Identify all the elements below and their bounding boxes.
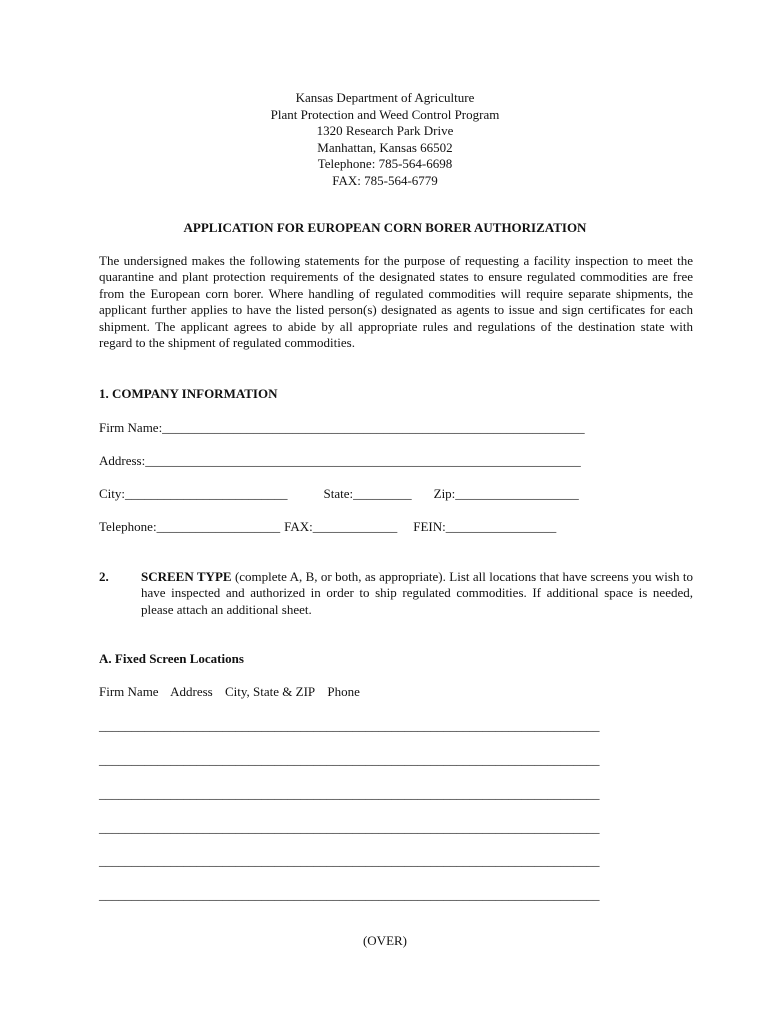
city-state-zip-row: [99, 486, 579, 502]
over-note: (OVER): [362, 933, 408, 948]
program-name: Plant Protection and Weed Control Program: [270, 106, 500, 122]
fax: FAX: 785-564-6779: [332, 172, 438, 188]
location-entry-line[interactable]: _____________________________________________________________________________: [99, 786, 600, 801]
location-entry-line[interactable]: _____________________________________________________________________________: [99, 820, 600, 835]
fein-field[interactable]: FEIN:_________________: [413, 519, 557, 534]
location-entry-line[interactable]: _____________________________________________________________________________: [99, 752, 600, 767]
col-firm-name: Firm Name: [99, 684, 159, 699]
city-field[interactable]: City:_________________________: [99, 486, 288, 501]
section-1-heading: 1. COMPANY INFORMATION: [99, 386, 278, 401]
agency-name: Kansas Department of Agriculture: [295, 90, 475, 105]
section-2-heading: SCREEN TYPE: [141, 569, 232, 584]
form-title: APPLICATION FOR EUROPEAN CORN BORER AUTHORIZATION: [183, 220, 587, 235]
state-field[interactable]: State:_________: [323, 486, 412, 501]
city-state-zip: Manhattan, Kansas 66502: [317, 139, 453, 155]
section-a-heading: A. Fixed Screen Locations: [99, 651, 244, 666]
location-entry-line[interactable]: _____________________________________________________________________________: [99, 853, 600, 868]
address-field[interactable]: Address:___________________________________________________________________: [99, 453, 581, 468]
column-headers: [99, 684, 369, 700]
location-entry-line[interactable]: _____________________________________________________________________________: [99, 887, 600, 902]
fax-field[interactable]: FAX:_____________: [284, 519, 398, 534]
section-2-body: [141, 569, 693, 618]
telephone-field[interactable]: Telephone:___________________: [99, 519, 281, 534]
section-2-text: (complete A, B, or both, as appropriate). List all locations that have screens you wish to have inspected and authorized in order to ship regulated commodities. If additional space is needed, please attach an additional sheet.: [141, 569, 693, 617]
zip-field[interactable]: Zip:___________________: [433, 486, 579, 501]
intro-paragraph: The undersigned makes the following statements for the purpose of requesting a facility inspection to meet the quarantine and plant protection requirements of the designated states to ensure regulated commodities are free from the European corn borer. Where handling of regulated commodities will require separate shipments, the applicant further applies to have the listed person(s) designated as agents to issue and sign certificates for each shipment. The applicant agrees to abide by all appropriate rules and regulations of the destination state with regard to the shipment of regulated commodities.: [99, 253, 693, 351]
section-2-number: 2.: [99, 569, 109, 584]
location-entry-line[interactable]: _____________________________________________________________________________: [99, 718, 600, 733]
col-address: Address: [170, 684, 213, 699]
firm-name-field[interactable]: Firm Name:_________________________________________________________________: [99, 420, 585, 435]
phone-fax-fein-row: [99, 519, 556, 535]
street-address: 1320 Research Park Drive: [316, 123, 454, 138]
col-city-state-zip: City, State & ZIP: [224, 684, 316, 699]
col-phone: Phone: [327, 684, 360, 699]
telephone: Telephone: 785-564-6698: [317, 156, 453, 171]
agency-header: [0, 90, 770, 189]
